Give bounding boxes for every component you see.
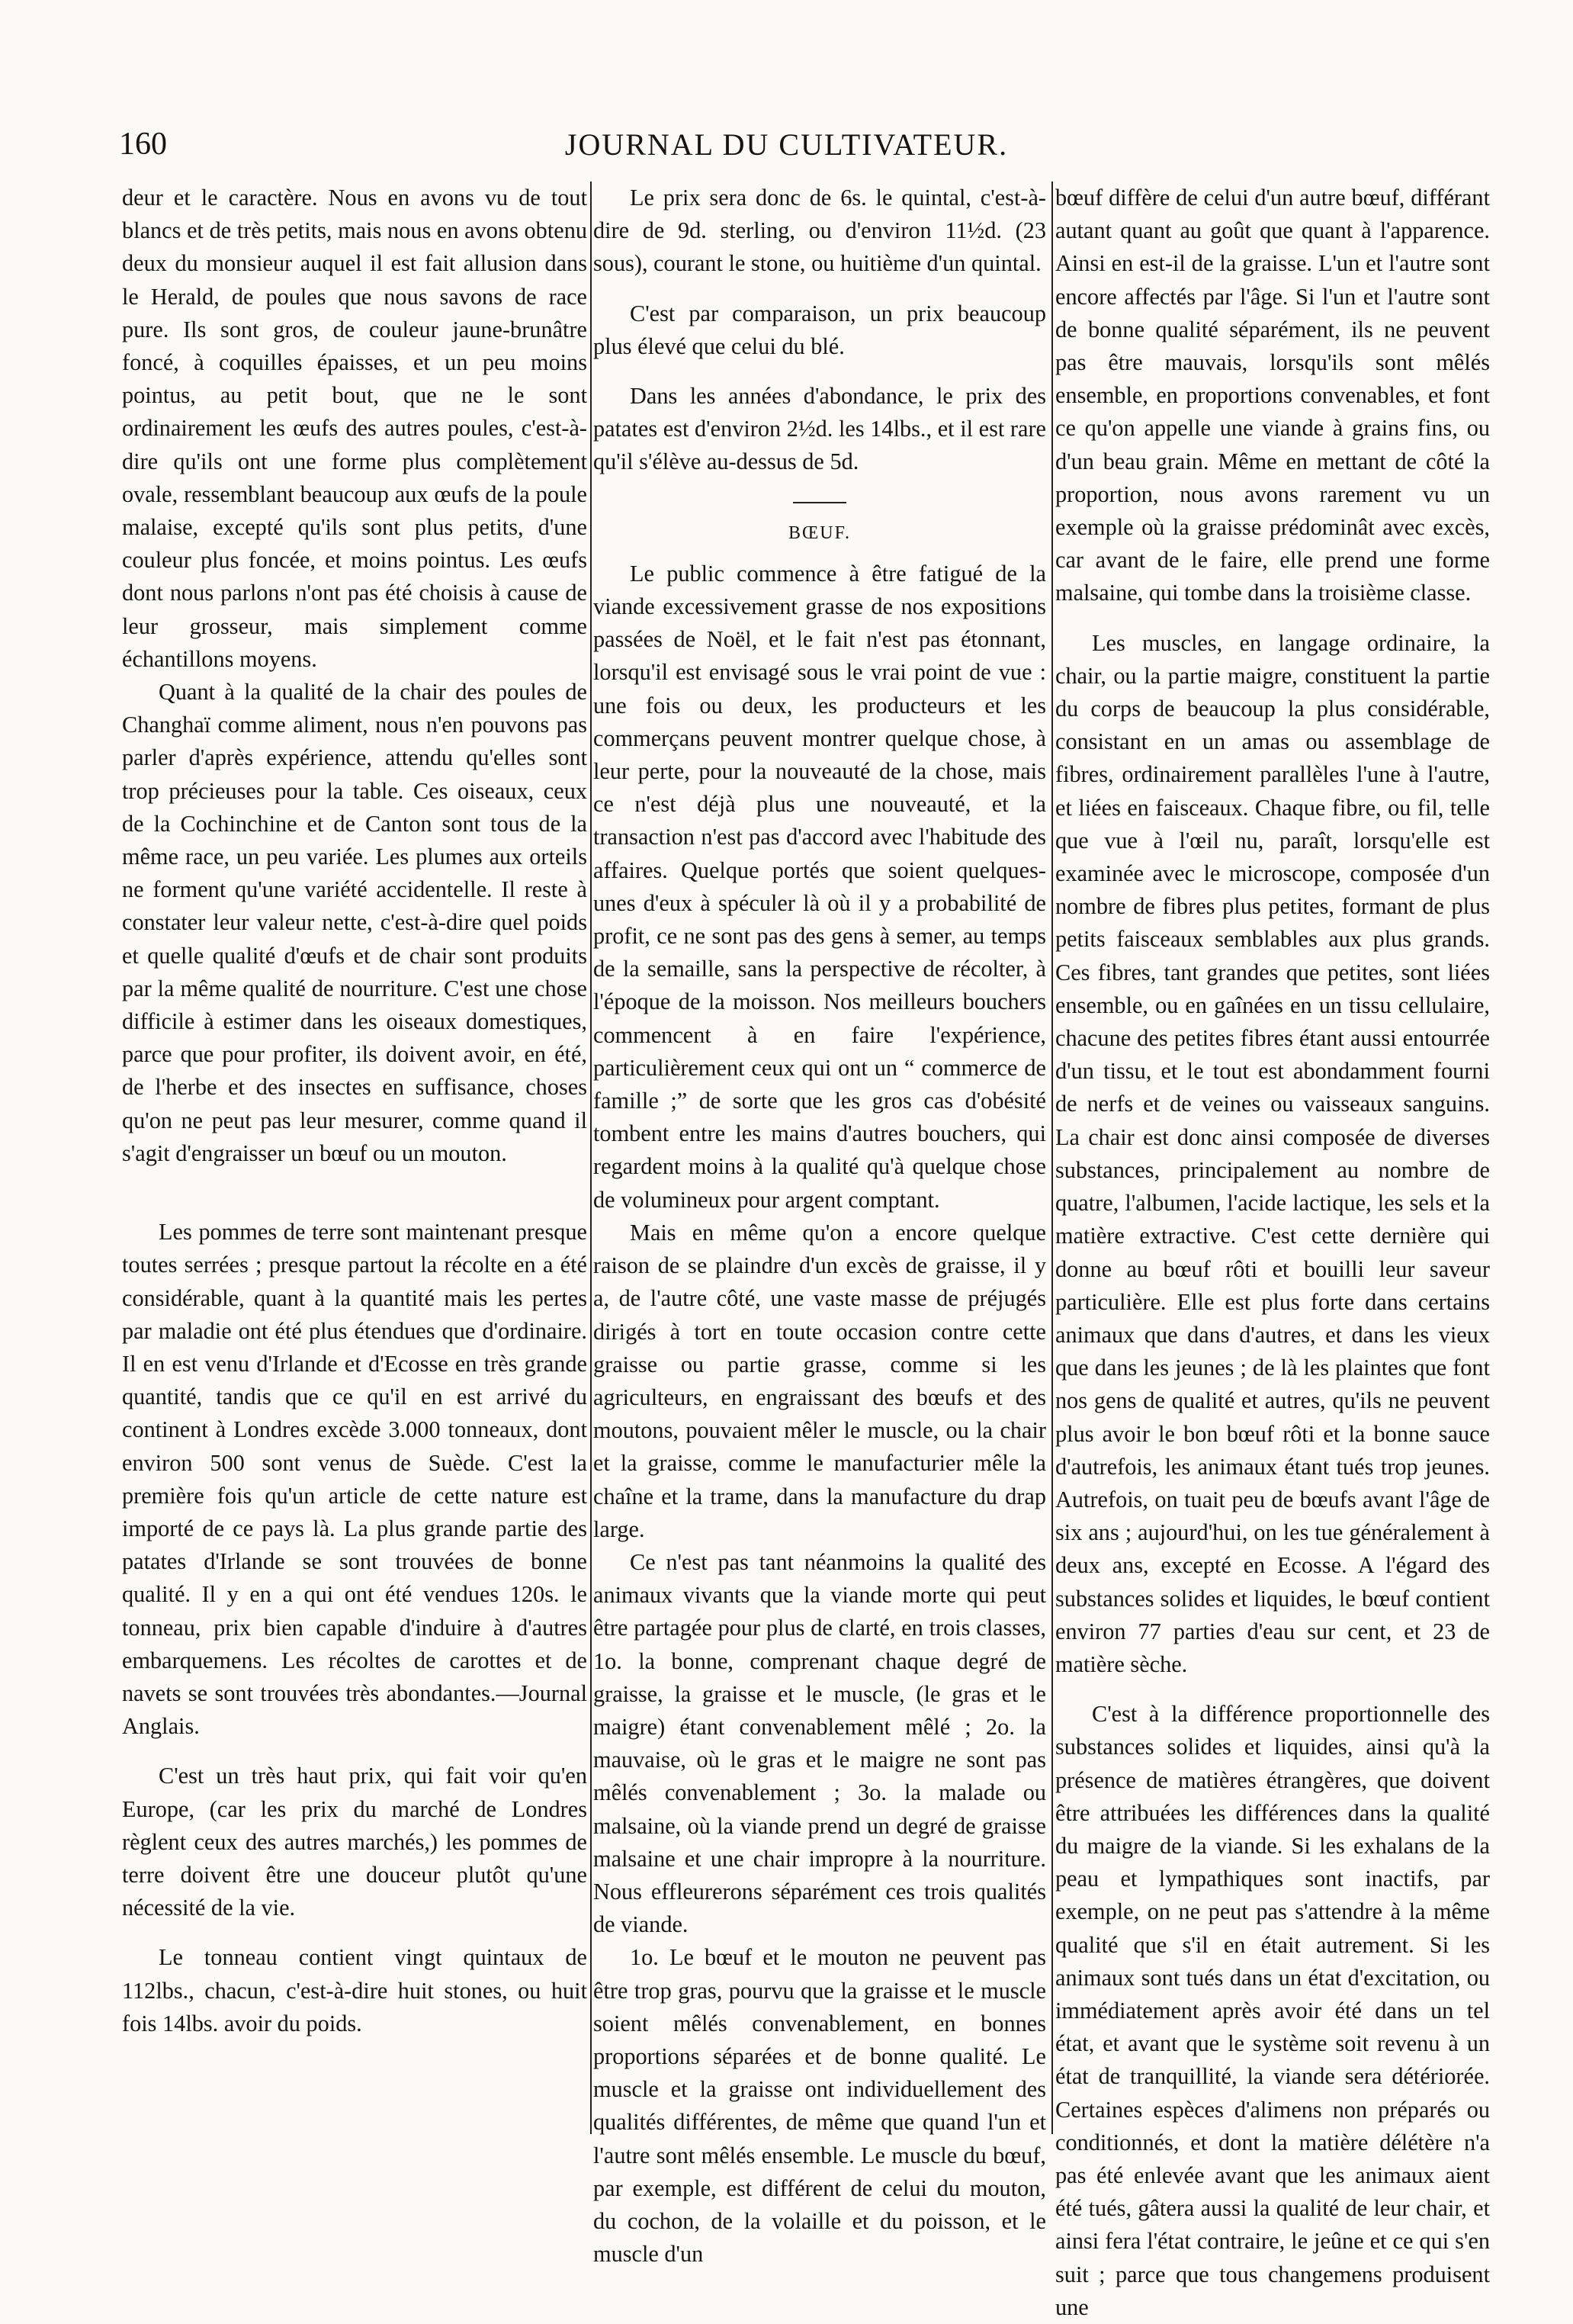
paragraph: Les muscles, en langage ordinaire, la chair, ou la partie maigre, constituent la partie du corps de beaucoup la plus considérable, consistant en un amas ou assemblage de fibres, ordinairement parallèles l'une à l'autre, et liées en faisceaux. Chaque fibre, ou fil, telle que vue à l'œil nu, paraît, lorsqu'elle est examinée avec le microscope, composée d'un nombre de fibres plus petites, formant de plus petits faisceaux semblables aux plus grands. Ces fibres, tant grandes que petites, sont liées ensemble, ou en gaînées en un tissu cellulaire, chacune des petites fibres étant aussi entourrée d'un tissu, et le tout est abondamment fourni de nerfs et de veines ou vaisseaux sanguins. La chair est donc ainsi composée de diverses substances, principalement au nombre de quatre, l'albumen, l'acide lactique, les sels et la matière extractive. C'est cette dernière qui donne au bœuf rôti et bouilli leur saveur particulière. Elle est plus forte dans certains animaux que dans d'autres, et dans les vieux que dans les jeunes ; de là les plaintes que font nos gens de qualité et autres, qu'ils ne peuvent plus avoir le bon bœuf rôti et la bonne sauce d'autrefois, les animaux étant tués trop jeunes. Autrefois, on tuait peu de bœufs avant l'âge de six ans ; aujourd'hui, on les tue généralement à deux ans, excepté en Ecosse. A l'égard des substances solides et liquides, le bœuf contient environ 77 parties d'eau sur cent, et 23 de matière sèche.: [1055, 629, 1490, 1677]
paragraph: C'est par comparaison, un prix beaucoup plus élevé que celui du blé.: [593, 300, 1046, 359]
text-column-2: [593, 182, 1046, 2268]
section-rule: [793, 502, 846, 503]
text-column-3: [1055, 182, 1490, 2320]
paragraph: Le public commence à être fatigué de la viande excessivement grasse de nos expositions passées de Noël, et le fait n'est pas étonnant, lorsqu'il est envisagé sous le vrai point de vue : une fois ou deux, les producteurs et les commerçans peuvent montrer quelque chose, à leur perte, pour la nouveauté de la chose, mais ce n'est déjà plus une nouveauté, et la transaction n'est pas d'accord avec l'habitude des affaires. Quelque portés que soient quelques-unes d'eux à spéculer là où il y a probabilité de profit, ce ne sont pas des gens à semer, au temps de la semaille, sans la perspective de récolter, à l'époque de la moisson. Nos meilleurs bouchers commencent à en faire l'expérience, particulièrement ceux qui ont un “ commerce de famille ;” de sorte que les gros cas d'obésité tombent entre les mains d'autres bouchers, qui regardent moins à la qualité qu'à quelque chose de volumineux pour argent comptant.: [593, 560, 1046, 1213]
page-number: 160: [119, 127, 167, 162]
paragraph: Quant à la qualité de la chair des poules de Changhaï comme aliment, nous n'en pouvons pas parler d'après expérience, attendu qu'elles sont trop précieuses pour la table. Ces oiseaux, ceux de la Cochinchine et de Canton sont tous de la même race, un peu variée. Les plumes aux orteils ne forment qu'une variété accidentelle. Il reste à constater leur valeur nette, c'est-à-dire quel poids et quelle qualité d'œufs et de chair sont produits par la même qualité de nourriture. C'est une chose difficile à estimer dans les oiseaux domestiques, parce que pour profiter, ils doivent avoir, en été, de l'herbe et des insectes en suffisance, choses qu'on ne peut pas leur mesurer, comme quand il s'agit d'engraisser un bœuf ou un mouton.: [122, 679, 587, 1166]
section-heading-boeuf: BŒUF.: [788, 522, 852, 543]
paragraph: Dans les années d'abondance, le prix des patates est d'environ 2½d. les 14lbs., et il est rare qu'il s'élève au-dessus de 5d.: [593, 383, 1046, 475]
column-divider: [590, 182, 592, 2134]
text-column-1: [122, 182, 587, 2134]
paragraph: Le tonneau contient vingt quintaux de 112lbs., chacun, c'est-à-dire huit stones, ou huit fois 14lbs. avoir du poids.: [122, 1944, 587, 2036]
paragraph: deur et le caractère. Nous en avons vu de tout blancs et de très petits, mais nous en avons obtenu deux du monsieur auquel il est fait allusion dans le Herald, de poules que nous savons de race pure. Ils sont gros, de couleur jaune-brunâtre foncé, à coquilles épaisses, et un peu moins pointus, au petit bout, que ne le sont ordinairement les œufs des autres poules, c'est-à-dire qu'ils ont une forme plus complètement ovale, ressemblant beaucoup aux œufs de la poule malaise, excepté qu'ils sont plus petits, d'une couleur plus foncée, et moins pointus. Les œufs dont nous parlons n'ont pas été choisis à cause de leur grosseur, mais simplement comme échantillons moyens.: [122, 185, 587, 672]
running-head-title: JOURNAL DU CULTIVATEUR.: [564, 127, 1009, 162]
paragraph: 1o. Le bœuf et le mouton ne peuvent pas être trop gras, pourvu que la graisse et le muscle soient mêlés convenablement, en bonnes proportions séparées et de bonne qualité. Le muscle et la graisse ont individuellement des qualités différentes, de même que quand l'un et l'autre sont mêlés ensemble. Le muscle du bœuf, par exemple, est différent de celui du mouton, du cochon, de la volaille et du poisson, et le muscle d'un: [593, 1944, 1046, 2268]
paragraph: Les pommes de terre sont maintenant presque toutes serrées ; presque partout la récolte en a été considérable, quant à la quantité mais les pertes par maladie ont été plus étendues que d'ordinaire. Il en est venu d'Irlande et d'Ecosse en très grande quantité, tandis que ce qu'il en est arrivé du continent à Londres excède 3.000 tonneaux, dont environ 500 sont venus de Suède. C'est la première fois qu'un article de cette nature est importé de ce pays là. La plus grande partie des patates d'Irlande se sont trouvées de bonne qualité. Il y en a qui ont été vendues 120s. le tonneau, prix bien capable d'induire à d'autres embarquemens. Les récoltes de carottes et de navets se sont trouvées très abondantes.—Journal Anglais.: [122, 1219, 587, 1740]
paragraph: Ce n'est pas tant néanmoins la qualité des animaux vivants que la viande morte qui peut être partagée pour plus de clarté, en trois classes, 1o. la bonne, comprenant chaque degré de graisse, la graisse et le muscle, (le gras et le maigre) étant convenablement mêlé ; 2o. la mauvaise, où le gras et le maigre ne sont pas mêlés convenablement ; 3o. la malade ou malsaine, où la viande prend un degré de graisse malsaine et une chair impropre à la nourriture. Nous effleurerons séparément ces trois qualités de viande.: [593, 1548, 1046, 1938]
paragraph: Mais en même qu'on a encore quelque raison de se plaindre d'un excès de graisse, il y a, de l'autre côté, une vaste masse de préjugés dirigés à tort en toute occasion contre cette graisse ou partie grasse, comme si les agriculteurs, en engraissant des bœufs et des moutons, pouvaient mêler le muscle, ou la chair et la graisse, comme le manufacturier mêle la chaîne et la trame, dans la manufacture du drap large.: [593, 1219, 1046, 1542]
paragraph: Le prix sera donc de 6s. le quintal, c'est-à-dire de 9d. sterling, ou d'environ 11½d. (23 sous), courant le stone, ou huitième d'un quintal.: [593, 185, 1046, 277]
paragraph: C'est à la différence proportionnelle des substances solides et liquides, ainsi qu'à la présence de matières étrangères, que doivent être attribuées les différences dans la qualité du maigre de la viande. Si les exhalans de la peau et lympathiques sont inactifs, par exemple, on ne peut pas s'attendre à la même qualité que s'il en était autrement. Si les animaux sont tués dans un état d'excitation, ou immédiatement après avoir été dans un tel état, et avant que le système soit revenu à un état de tranquillité, la viande sera détériorée. Certaines espèces d'alimens non préparés ou conditionnés, et dont la matière délétère n'a pas été enlevée avant que les animaux aient été tués, gâtera aussi la qualité de leur chair, et ainsi fera l'état contraire, le jeûne et ce qui s'en suit ; parce que tous changemens produisent une: [1055, 1701, 1490, 2320]
paragraph: bœuf diffère de celui d'un autre bœuf, différant autant quant au goût que quant à l'apparence. Ainsi en est-il de la graisse. L'un et l'autre sont encore affectés par l'âge. Si l'un et l'autre sont de bonne qualité séparément, ils ne peuvent pas être mauvais, lorsqu'ils sont mêlés ensemble, en proportions convenables, et font ce qu'on appelle une viande à grains fins, ou d'un beau grain. Même en mettant de côté la proportion, nous avons rarement vu un exemple où la graisse prédominât avec excès, car avant de le faire, elle prend une forme malsaine, qui tombe dans la troisième classe.: [1055, 185, 1490, 606]
column-divider: [1051, 182, 1053, 2134]
paragraph: C'est un très haut prix, qui fait voir qu'en Europe, (car les prix du marché de Londres règlent ceux des autres marchés,) les pommes de terre doivent être une douceur plutôt qu'une nécessité de la vie.: [122, 1763, 587, 1921]
